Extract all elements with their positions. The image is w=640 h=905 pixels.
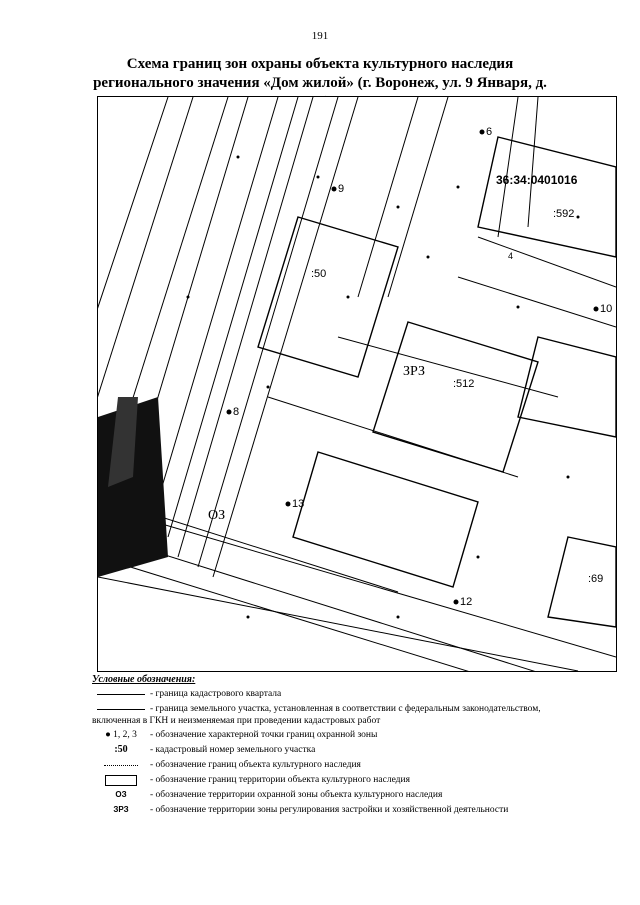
map-labels (208, 126, 612, 608)
point-label-13: 13 (292, 498, 305, 510)
legend-item-regulation-zone (92, 804, 612, 816)
legend-text: - граница земельного участка, установленная в соответствии с федеральным законодательством, (150, 704, 541, 714)
legend-text: - обозначение характерной точки границ охранной зоны (150, 730, 378, 740)
point-label-8: 8 (233, 406, 240, 418)
legend-item-heritage-territory (92, 774, 612, 786)
parcel-label-4: 4 (508, 251, 514, 261)
legend-symbol-zrz: ЗРЗ (113, 805, 129, 814)
legend-item-land-parcel (92, 703, 612, 715)
legend-item-parcel-number (92, 744, 612, 756)
legend-title: Условные обозначения: (92, 674, 196, 685)
legend-symbol-parcel-number: :50 (114, 744, 128, 755)
cadastral-quarter-label: 36:34:0401016 (496, 173, 578, 187)
legend-item-cadastral-quarter (92, 688, 612, 700)
map-drawing (98, 97, 616, 671)
legend-symbol-points: ● 1, 2, 3 (105, 730, 137, 740)
zone-label-zrz: ЗРЗ (403, 364, 425, 379)
map-area (97, 96, 617, 672)
legend-text: - кадастровый номер земельного участка (150, 745, 316, 755)
point-label-10: 10 (600, 303, 613, 315)
legend-item-heritage-object (92, 759, 612, 771)
point-label-6: 6 (486, 126, 493, 138)
zone-label-oz: ОЗ (208, 508, 226, 523)
legend-text-continued: включенная в ГКН и неизменяемая при проведении кадастровых работ (92, 716, 381, 726)
legend-symbol-oz: ОЗ (115, 790, 127, 799)
legend-text: - обозначение территории зоны регулирования застройки и хозяйственной деятельности (150, 805, 509, 815)
legend-text: - обозначение территории охранной зоны объекта культурного наследия (150, 790, 443, 800)
parcel-label-592: :592 (553, 208, 575, 220)
legend-text: - обозначение границ объекта культурного наследия (150, 760, 361, 770)
legend-text: - обозначение границ территории объекта культурного наследия (150, 775, 410, 785)
legend-symbol-bold-line (92, 703, 150, 715)
parcel-label-69: :69 (588, 573, 604, 585)
legend-symbol-dotted-line (92, 759, 150, 771)
legend-item-protection-zone (92, 789, 612, 801)
legend-symbol-thin-line (92, 688, 150, 700)
map-title: Схема границ зон охраны объекта культурного наследия регионального значения «Дом жилой» (г. Воронеж, ул. 9 Января, д. (93, 56, 547, 91)
legend (92, 674, 612, 816)
point-label-12: 12 (460, 596, 473, 608)
parcel-label-50: :50 (311, 268, 327, 280)
legend-item-points (92, 729, 612, 741)
parcel-label-512: :512 (453, 378, 475, 390)
legend-text: - граница кадастрового квартала (150, 689, 282, 699)
page-number: 191 (311, 30, 329, 42)
point-label-9: 9 (338, 183, 345, 195)
dense-hatching (98, 397, 168, 577)
legend-symbol-rectangle (92, 774, 150, 786)
